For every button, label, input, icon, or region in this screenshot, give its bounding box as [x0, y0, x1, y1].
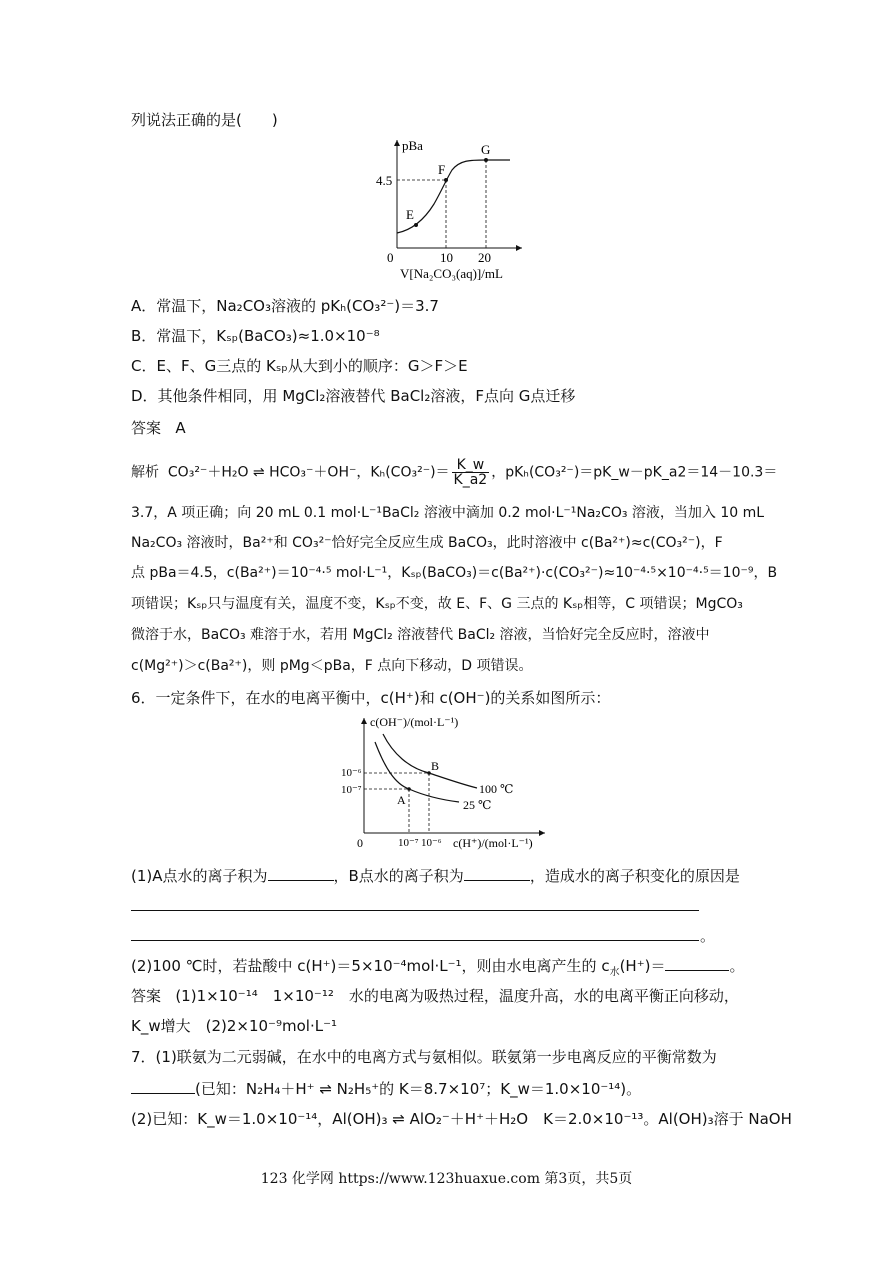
q6-x-tick-1: 10⁻⁷ [398, 837, 419, 849]
q5-analysis-line1: 解析 CO₃²⁻＋H₂O ⇌ HCO₃⁻＋OH⁻，Kₕ(CO₃²⁻)＝ $\frac{K\_w}{K\_a2}$ ，pKₕ(CO₃²⁻)＝pK_w－pK_a2＝14－10.3＝ [131, 457, 778, 488]
q6-x-tick-2: 10⁻⁶ [421, 837, 442, 849]
q5-curve [397, 160, 510, 233]
q6-stem: 6．一定条件下，在水的电离平衡中，c(H⁺)和 c(OH⁻)的关系如图所示： [131, 689, 611, 707]
q5-label-g: G [481, 142, 491, 157]
q6-blank-c[interactable] [665, 970, 729, 971]
q5-option-c: C．E、F、G三点的 Kₛₚ从大到小的顺序：G＞F＞E [131, 357, 468, 375]
q5-stem-tail: 列说法正确的是( ) [131, 111, 278, 129]
q5-option-d: D．其他条件相同，用 MgCl₂溶液替代 BaCl₂溶液，F点向 G点迁移 [131, 387, 576, 405]
q5-point-g [484, 158, 488, 162]
q7-line2: (已知：N₂H₄＋H⁺ ⇌ N₂H₅⁺的 K＝8.7×10⁷；K_w＝1.0×10⁻¹⁴)。 [131, 1079, 641, 1099]
q6-point-a: A [397, 793, 406, 807]
q6-blank-b[interactable] [464, 880, 530, 881]
q5-y-tick: 4.5 [376, 173, 393, 188]
q5-origin: 0 [387, 250, 394, 265]
q6-answer-line1: 答案 (1)1×10⁻¹⁴ 1×10⁻¹² 水的电离为吸热过程，温度升高，水的电离平衡正向移动， [131, 987, 739, 1005]
q6-y-label: c(OH⁻)/(mol·L⁻¹) [370, 715, 459, 729]
q6-x-label: c(H⁺)/(mol·L⁻¹) [453, 836, 533, 850]
q6-curve-100c [383, 734, 477, 788]
q5-label-e: E [406, 207, 414, 222]
q5-answer-label: 答案 [131, 419, 162, 437]
page-footer: 123 化学网 https://www.123huaxue.com 第3页，共5页 [260, 1171, 633, 1187]
q5-point-f [444, 178, 448, 182]
q5-kh-fraction: $\frac{K\_w}{K\_a2}$ [453, 457, 488, 488]
q6-answer-line2: K_w增大 (2)2×10⁻⁹mol·L⁻¹ [131, 1017, 337, 1035]
q6-answer-label: 答案 [131, 987, 162, 1005]
q5-analysis-label: 解析 [131, 464, 159, 481]
q6-chart [335, 712, 560, 858]
q5-chart [360, 136, 560, 286]
q6-curve-25c [375, 742, 459, 802]
q6-sub1-end: 。 [700, 927, 716, 945]
q5-answer-value: A [175, 419, 186, 437]
q5-point-e [414, 223, 418, 227]
q6-curve-label-100c: 100 ℃ [479, 782, 514, 796]
q5-option-b: B．常温下，Kₛₚ(BaCO₃)≈1.0×10⁻⁸ [131, 327, 380, 345]
q5-label-f: F [438, 162, 446, 177]
q7-blank[interactable] [131, 1093, 195, 1094]
q6-answer-line-1[interactable] [131, 910, 699, 911]
q5-x-label: V[Na₂CO₃(aq)]/mL [400, 266, 503, 281]
q5-analysis-line6: 微溶于水，BaCO₃ 难溶于水，若用 MgCl₂ 溶液替代 BaCl₂ 溶液，当恰好完全反应时，溶液中 [131, 627, 710, 643]
q6-blank-a[interactable] [268, 880, 334, 881]
q6-origin: 0 [357, 836, 363, 850]
q6-curve-label-25c: 25 ℃ [463, 798, 492, 812]
q6-y-tick-1: 10⁻⁶ [341, 767, 362, 779]
q6-answer-line-2[interactable] [131, 940, 699, 941]
q5-analysis-line4: 点 pBa＝4.5，c(Ba²⁺)＝10⁻⁴·⁵ mol·L⁻¹，Kₛₚ(BaCO₃)＝c(Ba²⁺)·c(CO₃²⁻)≈10⁻⁴·⁵×10⁻⁴·⁵＝10⁻⁹，B [131, 565, 778, 581]
q6-y-tick-2: 10⁻⁷ [341, 784, 362, 796]
q5-analysis-line7: c(Mg²⁺)＞c(Ba²⁺)，则 pMg＜pBa，F 点向下移动，D 项错误。 [131, 658, 533, 674]
q6-sub2: (2)100 ℃时，若盐酸中 c(H⁺)＝5×10⁻⁴mol·L⁻¹，则由水电离产生的 $c_水(H^+)=$ 。 [131, 957, 745, 978]
q5-answer [131, 418, 186, 438]
q7-line1: 7．(1)联氨为二元弱碱，在水中的电离方式与氨相似。联氨第一步电离反应的平衡常数为 [131, 1048, 717, 1066]
q5-analysis-line3: Na₂CO₃ 溶液时，Ba²⁺和 CO₃²⁻恰好完全反应生成 BaCO₃，此时溶液中 c(Ba²⁺)≈c(CO₃²⁻)，F [131, 535, 723, 551]
q7-line3: (2)已知：K_w＝1.0×10⁻¹⁴，Al(OH)₃ ⇌ AlO₂⁻＋H⁺＋H₂O K＝2.0×10⁻¹³。Al(OH)₃溶于 NaOH [131, 1110, 792, 1128]
q5-x-tick-10: 10 [440, 250, 453, 265]
q6-point-b: B [431, 759, 440, 773]
q5-x-tick-20: 20 [478, 250, 491, 265]
q5-option-a: A．常温下，Na₂CO₃溶液的 pKₕ(CO₃²⁻)＝3.7 [131, 297, 439, 315]
q5-analysis-line5: 项错误；Kₛₚ只与温度有关，温度不变，Kₛₚ不变，故 E、F、G 三点的 Kₛₚ相等，C 项错误；MgCO₃ [131, 596, 743, 612]
q5-y-label: pBa [402, 138, 423, 153]
q6-sub1: (1)A点水的离子积为 ，B点水的离子积为 ，造成水的离子积变化的原因是 [131, 867, 740, 885]
q5-analysis-line2: 3.7，A 项正确；向 20 mL 0.1 mol·L⁻¹BaCl₂ 溶液中滴加 0.2 mol·L⁻¹Na₂CO₃ 溶液，当加入 10 mL [131, 505, 765, 521]
